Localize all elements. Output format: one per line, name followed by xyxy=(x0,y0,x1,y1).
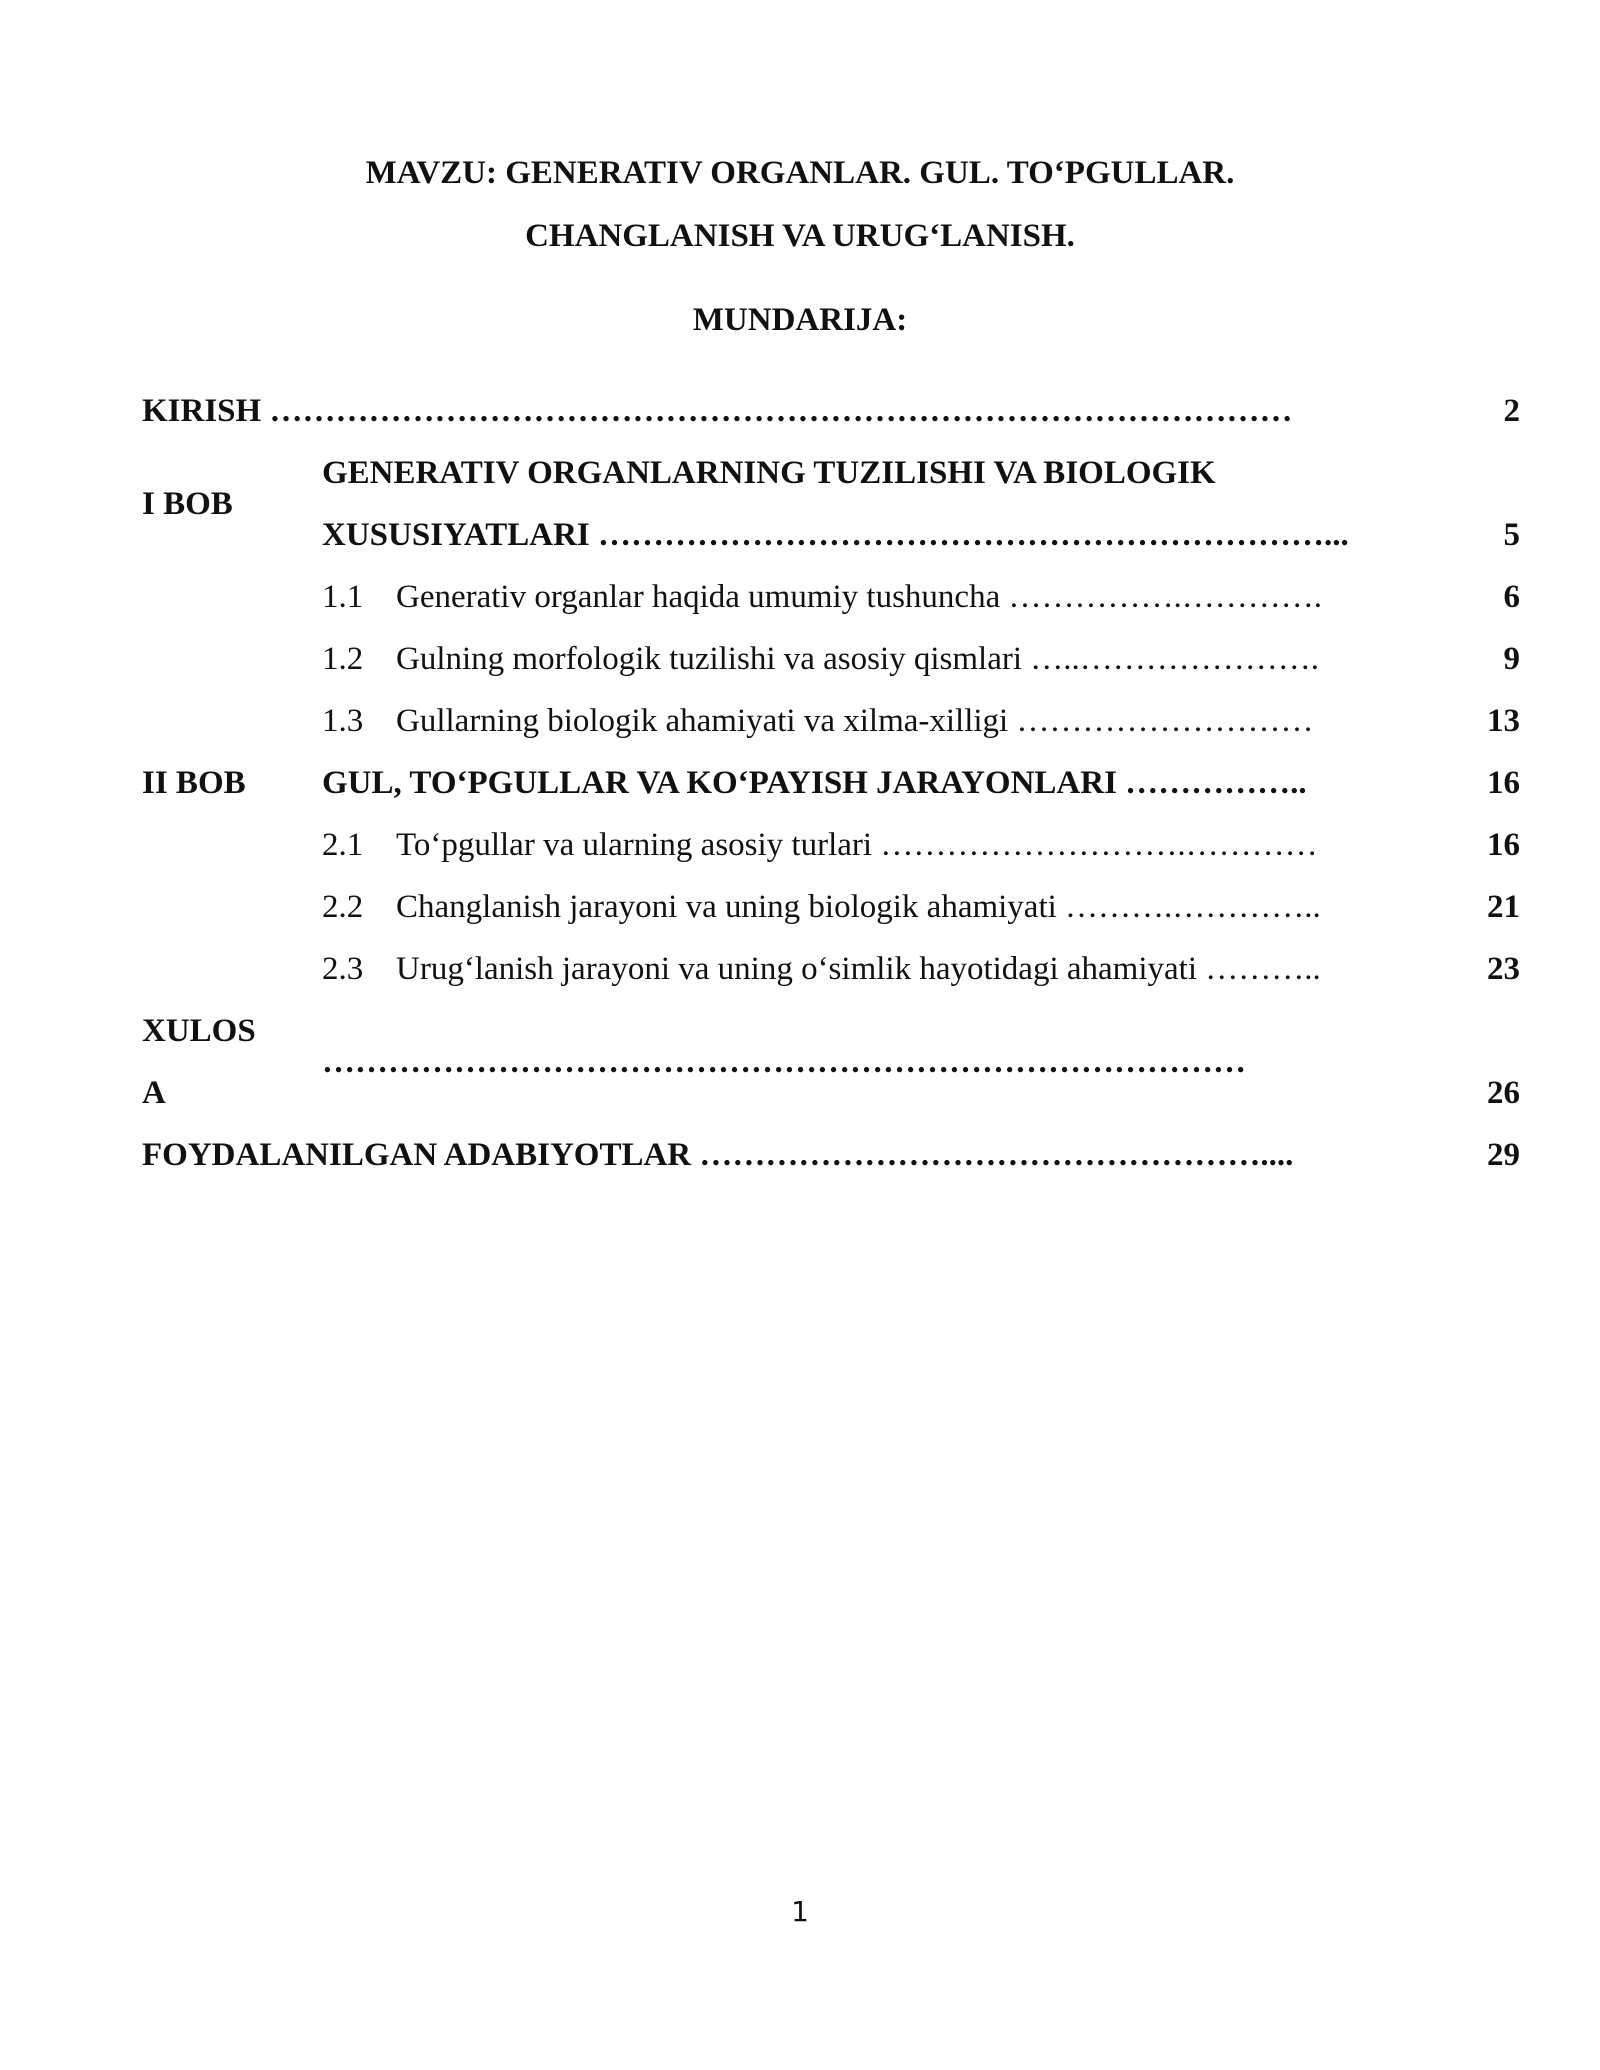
toc-section-number: 1.2 xyxy=(322,640,364,677)
toc-dots: …………….…………. xyxy=(1008,578,1322,615)
toc-section-number: 2.1 xyxy=(322,826,364,863)
toc-dots: ………………………………………………………………………… xyxy=(322,1043,1246,1080)
document-title-line-1: MAVZU: GENERATIV ORGANLAR. GUL. TO‘PGULLAR. xyxy=(365,155,1235,191)
toc-dots: ………………………………………………………………………………… xyxy=(269,392,1293,429)
toc-section-entry xyxy=(142,814,1520,876)
toc-page-bob1: 5 xyxy=(1503,516,1520,553)
toc-section-number: 1.3 xyxy=(322,702,364,739)
toc-dots: ……….………….. xyxy=(1065,888,1321,925)
toc-dots: ……………………… xyxy=(1016,702,1314,739)
toc-section-number: 2.2 xyxy=(322,888,364,925)
toc-entry-adabiyotlar xyxy=(142,1124,1520,1186)
toc-label-kirish: KIRISH xyxy=(142,392,262,429)
toc-entry-bob1 xyxy=(142,442,1520,504)
toc-section-entry xyxy=(142,566,1520,628)
toc-section-title: Gullarning biologik ahamiyati va xilma-xilligi xyxy=(396,702,1009,739)
toc-section-title: Generativ organlar haqida umumiy tushuncha xyxy=(396,578,1001,615)
toc-section-page: 6 xyxy=(1503,578,1520,615)
toc-dots: ……………………….………… xyxy=(880,826,1318,863)
toc-dots: …..…………………. xyxy=(1030,640,1320,677)
toc-section-page: 9 xyxy=(1503,640,1520,677)
toc-dots: ……….. xyxy=(1205,950,1321,987)
toc-section-entry xyxy=(142,690,1520,752)
toc-section-title: Urug‘lanish jarayoni va uning o‘simlik hayotidagi ahamiyati xyxy=(396,950,1197,987)
toc-page-xulosa: 26 xyxy=(1487,1074,1520,1111)
toc-section-number: 2.3 xyxy=(322,950,364,987)
toc-title-bob2: GUL, TO‘PGULLAR VA KO‘PAYISH JARAYONLARI xyxy=(322,764,1117,801)
toc-dots: …………………………………………………………... xyxy=(598,516,1349,553)
toc-section-page: 16 xyxy=(1487,826,1520,863)
toc-entry-xulosa xyxy=(142,1000,1520,1062)
toc-dots: …………….. xyxy=(1125,764,1307,801)
toc-label-adabiyotlar: FOYDALANILGAN ADABIYOTLAR xyxy=(142,1136,692,1173)
toc-page-adabiyotlar: 29 xyxy=(1487,1136,1520,1173)
toc-page-kirish: 2 xyxy=(1503,392,1520,429)
toc-entry-bob2 xyxy=(142,752,1520,814)
toc-section-page: 21 xyxy=(1487,888,1520,925)
toc-page-bob2: 16 xyxy=(1487,764,1520,801)
toc-section-title: Changlanish jarayoni va uning biologik ahamiyati xyxy=(396,888,1057,925)
toc-title-bob1-line1: GENERATIV ORGANLARNING TUZILISHI VA BIOLOGIK xyxy=(322,454,1216,491)
toc-section-title: Gulning morfologik tuzilishi va asosiy qismlari xyxy=(396,640,1023,677)
page-number: 1 xyxy=(791,1895,809,1928)
toc-label-bob1: I BOB xyxy=(142,485,233,522)
table-of-contents xyxy=(142,380,1520,1186)
toc-section-entry xyxy=(142,628,1520,690)
toc-entry-bob1-cont xyxy=(142,504,1520,566)
toc-entry-kirish xyxy=(142,380,1520,442)
toc-dots: …………………………………………….... xyxy=(699,1136,1294,1173)
toc-label-xulosa-line2: A xyxy=(142,1074,166,1111)
toc-label-xulosa-line1: XULOS xyxy=(142,1012,256,1049)
toc-section-page: 23 xyxy=(1487,950,1520,987)
toc-section-page: 13 xyxy=(1487,702,1520,739)
toc-label-bob2: II BOB xyxy=(142,764,246,801)
toc-section-entry xyxy=(142,876,1520,938)
toc-section-title: To‘pgullar va ularning asosiy turlari xyxy=(396,826,873,863)
toc-heading: MUNDARIJA: xyxy=(692,302,908,338)
toc-section-number: 1.1 xyxy=(322,578,364,615)
toc-section-entry xyxy=(142,938,1520,1000)
toc-title-bob1-line2: XUSUSIYATLARI xyxy=(322,516,590,553)
document-title-line-2: CHANGLANISH VA URUG‘LANISH. xyxy=(525,218,1075,254)
